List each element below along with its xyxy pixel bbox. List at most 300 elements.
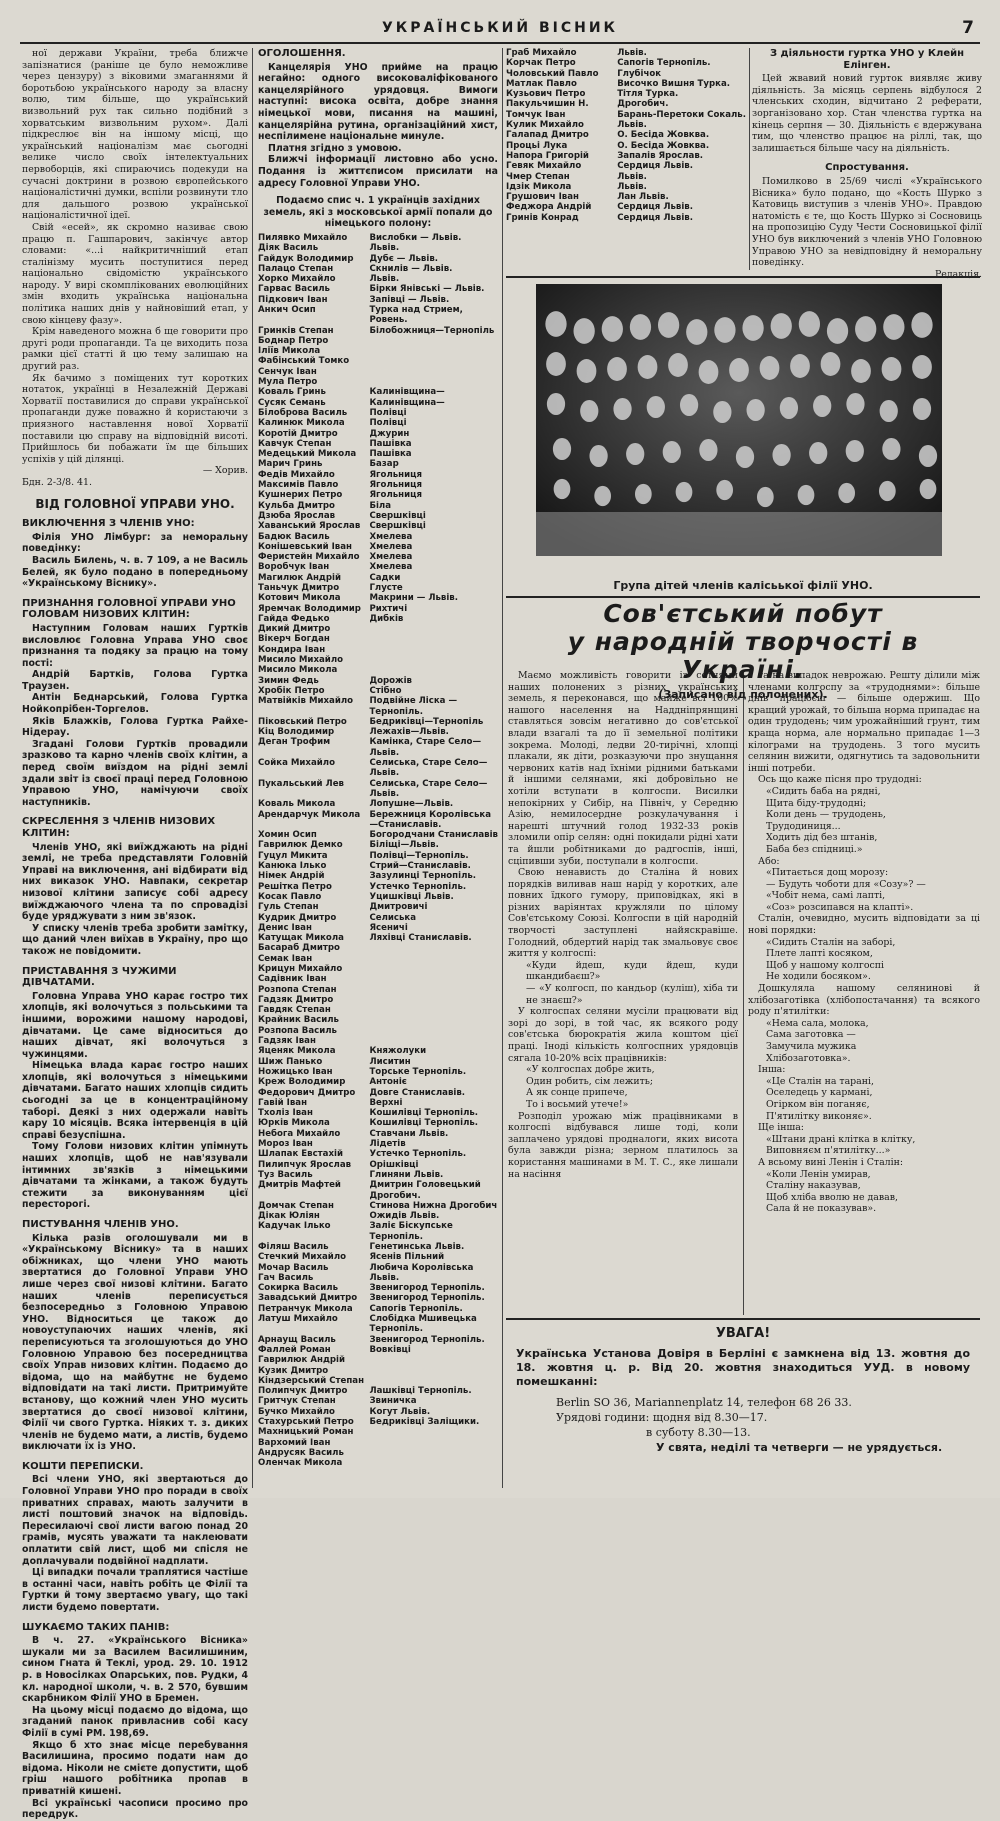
name-row <box>258 882 498 892</box>
subsection-body <box>22 842 248 958</box>
paragraph: Як бачимо з поміщених тут коротких нотаток, українці в Незалежній Державі Хорватії поставилися до справи української пропаганди дуже поважно й користаючи з приязного наставлення нової Хорватії поставили цю справу на відповідній висоті. Прийшлось би побажати їм ще більших успіхів у цій ділянці. <box>22 372 248 465</box>
home-place: Лан Львів. <box>617 192 669 203</box>
home-place: Дрогобич. <box>617 99 669 110</box>
name-row <box>258 1118 498 1128</box>
child-face <box>846 393 864 415</box>
person-name: Стахурський Петро <box>258 1417 354 1428</box>
home-place <box>369 985 498 995</box>
person-name <box>258 1324 369 1334</box>
person-name: Конішевський Іван <box>258 541 352 552</box>
person-name: Мисило Михайло <box>258 655 344 666</box>
home-place: Лиситин <box>369 1056 411 1067</box>
person-name: Філяш Василь <box>258 1242 329 1252</box>
person-name: Феристейн Михайло <box>258 552 360 563</box>
person-name: Андрусяк Василь <box>258 1447 344 1458</box>
verse-line: А як сонце припече, <box>526 1087 628 1099</box>
home-place: Сердиця Львів. <box>617 161 693 172</box>
paragraph: Розподіл урожаю між працівниками в колгоспі відбувався лише тоді, коли заплачено урядові продналоги, яких висота була завжди різна; зерном платилось за користання машинами в М. Т. С., яке лишали на насіння <box>508 1110 738 1180</box>
headline-line-1: Сов'єтський побут <box>603 599 883 628</box>
person-name: Таньчук Дмитро <box>258 583 340 593</box>
paragraph: Наступним Головам наших Гуртків висловлює Головна Управа УНО своє признання та подяку за працю на тому пості: <box>22 622 248 669</box>
person-name: Гритчук Степан <box>258 1396 336 1407</box>
verse-line: Сама заготовка — <box>766 1029 856 1041</box>
child-face <box>772 444 790 466</box>
child-face <box>827 318 848 344</box>
intro-article <box>22 48 248 465</box>
person-name: Фаллей Роман <box>258 1344 331 1355</box>
name-row <box>258 439 498 449</box>
home-place <box>369 346 498 356</box>
paragraph: Якщо б хто знає місце перебування Василишина, просимо подати нам до відома. Ніколи не смієте допустити, щоб гріш нашого робітника пропав в приватній кишені. <box>22 1739 248 1797</box>
home-place: Торське Тернопіль. <box>369 1066 467 1077</box>
person-name: Мочар Василь <box>258 1262 329 1273</box>
verse-line: Щита біду-трудодні; <box>766 797 867 809</box>
person-name: Махницький Роман <box>258 1427 354 1438</box>
home-place: Лідетів <box>369 1139 406 1150</box>
home-place: Львів. <box>369 274 400 285</box>
person-name <box>258 1232 369 1242</box>
paragraph: Антін Беднарський, Голова Гуртка Нойкопрібен-Торгелов. <box>22 692 248 716</box>
home-place: Глусте <box>369 583 403 593</box>
person-name: Хробік Петро <box>258 685 325 696</box>
person-name: Гадзяк Іван <box>258 1036 316 1047</box>
home-place: Орішківці <box>369 1159 419 1170</box>
name-row <box>258 295 498 305</box>
photo-block <box>506 276 980 598</box>
person-name: Латуш Михайло <box>258 1314 338 1325</box>
home-place: Полівці—Тернопіль. <box>369 850 469 861</box>
person-name: Пилипчук Ярослав <box>258 1159 352 1170</box>
name-row <box>258 676 498 686</box>
pow-list-intro: Подаємо спис ч. 1 українців західних земель, які з московської армії попали до німецького полону: <box>263 195 493 230</box>
column-rule <box>743 670 744 1315</box>
verse-line: — Будуть чоботи для «Созу»? — <box>766 878 926 890</box>
person-name: Дікак Юліян <box>258 1211 320 1222</box>
paragraph: Всі українські часописи просимо про передрук. <box>22 1797 248 1821</box>
verse-line: Щоб хліба вволю не давав, <box>766 1191 898 1203</box>
article-column-right <box>748 670 980 1315</box>
child-face <box>668 353 688 377</box>
home-place: Звенигород Тернопіль. <box>369 1283 485 1294</box>
verse-line: Сталіну наказував, <box>766 1180 861 1192</box>
person-name: Граб Михайло <box>506 48 577 58</box>
home-place: Бедриківці—Тернопіль <box>369 716 484 727</box>
verse-line: «У колгоспах добре жить, <box>526 1064 655 1076</box>
name-row <box>258 1293 498 1303</box>
person-name: Хорко Михайло <box>258 274 336 285</box>
person-name: Кондира Іван <box>258 644 326 655</box>
name-row <box>506 89 746 99</box>
name-row <box>258 1149 498 1159</box>
child-face <box>760 356 780 380</box>
page-number: 7 <box>962 18 974 38</box>
paragraph: Кілька разів оголошували ми в «Українському Віснику» та в наших обіжниках, що члени УНО мають звертатися до Головної Управи УНО лише через свої низові клітини. Багато наших членів переписується безпосередньо з Головною Управою УНО. Відноситься це також до новоуступаючих наших членів, які переписуються та зголошуються до УНО Головною Управою без посередництва своїх Управ низових клітин. Подаємо до відома, що на майбутнє не будемо відповідати на такі листи. Притримуйте встанову, що кожний член УНО мусить звертатися до своєї низової клітини, Філії чи свого Гуртка. Ніяких т. з. диких членів не будемо мати, а листів, будемо виключати їх із УНО. <box>22 1232 248 1453</box>
subsection-body <box>22 1474 248 1613</box>
home-place: Ягольниця <box>369 469 423 480</box>
person-name: Максимів Павло <box>258 480 339 491</box>
name-row <box>258 861 498 871</box>
name-row <box>506 172 746 182</box>
home-place: Полівці <box>369 407 407 418</box>
paragraph: Маємо можливість говорити із сотнями наших полонених з різних українських земель, я переконався, що майже всі 100% нашого населення на Наддніпрянщині ставляться зовсім негативно до сов'єтської влади взагалі та до її земельної політики зокрема. Молоді, ледви 20-тирічні, хлопці плакали, як діти, розказуючи про знущання червоних катів над їхніми рідними батьками й іншими селянами, які добровільно не хотіли вступати в колгоспи. Висилки непокірних у Сибір, на Північ, у Середню Азію, немилосердне розкулачування і нарешті штучний голод 1932-33 років зломили опір селян: одні покидали рідні хати та йшли робітниками до радгоспів, інші, сціпивши зуби, поступали в колгоспи. <box>508 670 738 867</box>
name-row <box>258 449 498 459</box>
name-row <box>258 933 498 943</box>
paragraph: та на випадок неврожаю. Решту ділили між членами колгоспу за «трудоднями»: більше днів працюєш — більше одержиш. Що кращий урожай, то більша норма припадає на один трудодень; чим урожайніший грунт, тим краща норма, але нормально припадає 1—3 кілограми на трудодень. З того мусить селянин вижити, одягнутись та задовольнити інші потреби. <box>748 670 980 774</box>
headline-subtitle: (Записано від полонених). <box>658 688 828 701</box>
person-name: Пукальський Лев <box>258 778 344 789</box>
group-photo <box>536 284 942 556</box>
person-name: Гевяк Михайло <box>506 161 582 172</box>
home-place: Ягольниця <box>369 480 423 491</box>
name-row <box>258 1036 498 1046</box>
name-row <box>258 1108 498 1118</box>
home-place <box>369 1427 498 1437</box>
home-place: —Станиславів. <box>369 819 442 830</box>
child-face <box>912 355 932 379</box>
person-name: Сокирка Василь <box>258 1283 339 1294</box>
home-place: Когут Львів. <box>369 1406 431 1417</box>
home-place: Хмелева <box>369 541 413 552</box>
person-name: Анкич Осип <box>258 304 316 315</box>
child-face <box>911 312 932 338</box>
home-place <box>369 336 498 346</box>
home-place: Бірки Янівські — Львів. <box>369 284 485 295</box>
person-name: Воробчук Іван <box>258 562 330 573</box>
name-row <box>258 748 498 758</box>
paragraph: Головна Управа УНО карає гостро тих хлопців, які волочуться з польськими та іншими, ворожими нашому народові, дівчатами. Це саме відноситься до наших дівчат, які волочуться з чужинцями. <box>22 990 248 1060</box>
person-name: Кавчук Степан <box>258 438 332 449</box>
verse-line: «Сидить баба на рядні, <box>766 785 881 797</box>
name-row <box>258 1211 498 1221</box>
child-face <box>780 397 798 419</box>
home-place: Садки <box>369 572 401 583</box>
name-row <box>258 655 498 665</box>
home-place: Слобідка Мшивецька <box>369 1314 477 1325</box>
club-news-title: З діяльности гуртка УНО у Клейн Елінген. <box>769 48 965 71</box>
home-place: Пашівка <box>369 438 412 449</box>
home-place: Тернопіль. <box>369 1231 423 1242</box>
person-name: Піковський Петро <box>258 716 347 727</box>
name-row <box>258 604 498 614</box>
person-name: Коваль Гринь <box>258 387 326 398</box>
name-row <box>258 521 498 531</box>
subsection-title: ПРИСТАВАННЯ З ЧУЖИМИ ДІВЧАТАМИ. <box>22 965 177 989</box>
child-face <box>882 357 902 381</box>
person-name: Дзюба Ярослав <box>258 510 336 521</box>
name-row <box>258 315 498 325</box>
column-1 <box>22 48 248 1821</box>
name-row <box>258 686 498 696</box>
home-place: Селиська <box>369 912 417 923</box>
paragraph: На цьому місці подаємо до відома, що згаданий панок привласнив собі касу Філії в сумі РМ. 198,69. <box>22 1704 248 1739</box>
home-place <box>369 655 498 665</box>
home-place: Довге Станиславів. <box>369 1087 466 1098</box>
name-row <box>258 727 498 737</box>
person-name: Туз Василь <box>258 1169 313 1180</box>
person-name <box>258 820 369 830</box>
child-face <box>913 398 931 420</box>
name-row <box>258 490 498 500</box>
child-face <box>716 480 733 500</box>
child-face <box>790 354 810 378</box>
person-name: Грушович Іван <box>506 192 579 203</box>
subsection-body <box>22 532 248 590</box>
person-name: Деган Трофим <box>258 737 331 748</box>
home-place <box>369 665 498 675</box>
person-name: Полипчук Дмитро <box>258 1386 348 1397</box>
name-row <box>506 110 746 120</box>
person-name: Гадзяк Дмитро <box>258 994 334 1005</box>
child-face <box>699 439 717 461</box>
home-place: Дмитрин Головецький <box>369 1180 481 1191</box>
person-name: Палацо Степан <box>258 263 334 274</box>
child-face <box>547 393 565 415</box>
name-row <box>506 120 746 130</box>
person-name: Небога Михайло <box>258 1128 341 1139</box>
home-place: Ляхівці Станиславів. <box>369 933 472 944</box>
subsection-title: ПИСТУВАННЯ ЧЛЕНІВ УНО. <box>22 1219 179 1230</box>
column-rule <box>252 48 253 1488</box>
home-place: Львів. <box>617 181 647 192</box>
home-place: Стібно <box>369 685 402 696</box>
paragraph: Згадані Голови Гуртків провадили зразково та карно членів своїх клітин, а перед своїм виїздом на рідні землі здали звіт із своєї праці перед Головною Управою УНО, намічуючи своїх наступників. <box>22 738 248 808</box>
person-name: Розпопа Василь <box>258 1025 337 1036</box>
person-name: Калинюк Микола <box>258 418 345 429</box>
person-name: Медецький Микола <box>258 449 357 460</box>
verse-line: Виповняєм п'ятилітку...» <box>766 1145 891 1157</box>
name-row <box>258 954 498 964</box>
name-row <box>258 665 498 675</box>
home-place: Турка над Стрием, <box>369 304 463 315</box>
subsection-body <box>22 1635 248 1821</box>
name-row <box>258 1345 498 1355</box>
name-row <box>258 480 498 490</box>
person-name: Фабінський Томко <box>258 356 350 367</box>
verse-line: «Куди йдеш, куди йдеш, куди шкандибаєш?» <box>526 959 738 983</box>
headline-line-2: у народній творчості в Україні. <box>567 627 919 684</box>
child-face <box>647 396 665 418</box>
person-name: Яремчак Володимир <box>258 603 361 614</box>
paragraph: У списку членів треба зробити замітку, що даний член виїхав в Україну, про що також не повідомити. <box>22 922 248 957</box>
person-name: Коваль Микола <box>258 799 336 810</box>
pow-list <box>258 233 498 1469</box>
person-name: Чоловський Павло <box>506 68 599 79</box>
name-row <box>258 1376 498 1386</box>
name-row <box>258 768 498 778</box>
name-row <box>258 871 498 881</box>
verse-line: «Це Сталін на тарані, <box>766 1075 874 1087</box>
verse-line: «Чобіт нема, самі лапті, <box>766 890 886 902</box>
child-face <box>638 355 658 379</box>
person-name: Денис Іван <box>258 922 312 933</box>
child-face <box>607 357 627 381</box>
home-place: Антоніє <box>369 1077 407 1088</box>
child-face <box>799 311 820 337</box>
name-row <box>258 913 498 923</box>
child-face <box>880 400 898 422</box>
correction-title: Спростування. <box>825 162 909 174</box>
verse-line: «Нема сала, молока, <box>766 1017 869 1029</box>
person-name: Кіндзерський Степан <box>258 1375 365 1386</box>
home-place: Глиняни Львів. <box>369 1169 444 1180</box>
person-name: Іліїв Микола <box>258 346 321 357</box>
person-name: Мороз Іван <box>258 1139 313 1150</box>
name-row <box>258 717 498 727</box>
name-row <box>258 943 498 953</box>
home-place: Селиська, Старе Село— <box>369 778 488 789</box>
name-row <box>258 1191 498 1201</box>
name-row <box>506 99 746 109</box>
name-row <box>258 1283 498 1293</box>
verse-line: Один робить, сім лежить; <box>526 1075 654 1087</box>
child-face <box>626 443 644 465</box>
person-name: Кулик Михайло <box>506 120 584 131</box>
home-place: Кошилівці Тернопіль. <box>369 1108 479 1119</box>
name-row <box>258 1046 498 1056</box>
child-face <box>602 316 623 342</box>
home-place: Устечко Тернопіль. <box>369 1149 467 1160</box>
verse-line: «Соз» розсипався на клапті». <box>766 901 914 913</box>
home-place: Макрини — Львів. <box>369 593 458 604</box>
name-row <box>258 1355 498 1365</box>
name-row <box>258 346 498 356</box>
person-name: Семак Іван <box>258 953 313 964</box>
name-row <box>258 624 498 634</box>
home-place: Сапогів Тернопіль. <box>369 1303 463 1314</box>
person-name: Сойка Михайло <box>258 758 335 769</box>
notice-address <box>506 1395 980 1455</box>
person-name <box>258 315 369 325</box>
verse-line: — «У колгосп, по кандьор (куліш), хіба ти не знаєш?» <box>526 983 738 1006</box>
notice-body: Українська Установа Довіря в Берліні є замкнена від 13. жовтня до 18. жовтня ц. р. Від 20. жовтня знаходиться УУД. в новому помешканні: <box>516 1347 970 1388</box>
home-place: Глубічок <box>617 68 662 79</box>
person-name: Вікерч Богдан <box>258 634 330 645</box>
child-face <box>574 318 595 344</box>
name-row <box>258 377 498 387</box>
home-place: Львів. <box>617 48 647 58</box>
name-row <box>258 1057 498 1067</box>
intro-signature: — Хорив. <box>202 465 248 477</box>
verse-line: «Питається дощ морозу: <box>766 867 889 879</box>
child-face <box>736 446 754 468</box>
paragraph: А всьому вині Ленін і Сталін: <box>758 1156 904 1168</box>
child-face <box>545 311 566 337</box>
name-row <box>506 48 746 58</box>
child-face <box>589 445 607 467</box>
child-face <box>714 317 735 343</box>
person-name: Німек Андрій <box>258 871 325 882</box>
name-row <box>506 151 746 161</box>
person-name: Вархомий Іван <box>258 1437 331 1448</box>
name-row <box>258 840 498 850</box>
child-face <box>663 441 681 463</box>
verse-line: Трудодиниця... <box>766 820 841 832</box>
name-row <box>258 892 498 902</box>
person-name: Магилюк Андрій <box>258 572 341 583</box>
name-row <box>258 1304 498 1314</box>
name-row <box>258 1160 498 1170</box>
subsection-title: ШУКАЄМО ТАКИХ ПАНІВ: <box>22 1621 170 1633</box>
person-name: Тхоліз Іван <box>258 1108 313 1119</box>
home-place <box>369 964 498 974</box>
person-name: Хомин Осип <box>258 830 317 841</box>
person-name: Гайда Федько <box>258 613 330 624</box>
home-place <box>369 1366 498 1376</box>
subsection-title: ВИКЛЮЧЕННЯ З ЧЛЕНІВ УНО: <box>22 518 195 530</box>
name-row <box>258 985 498 995</box>
person-name: Котович Микола <box>258 593 341 604</box>
child-face <box>813 395 831 417</box>
name-row <box>258 326 498 336</box>
name-row <box>258 614 498 624</box>
person-name: Федорович Дмитро <box>258 1087 356 1098</box>
child-face <box>546 352 566 376</box>
name-row <box>258 1396 498 1406</box>
home-place: Львів. <box>369 1272 400 1283</box>
person-name: Косак Павло <box>258 891 322 902</box>
person-name: Чмер Степан <box>506 171 570 182</box>
child-face <box>882 438 900 460</box>
verse-line: «Штани драні клітка в клітку, <box>766 1133 916 1145</box>
home-place <box>369 1026 498 1036</box>
name-row <box>258 1273 498 1283</box>
person-name: Крайник Василь <box>258 1015 339 1026</box>
paragraph: Ще інша: <box>758 1122 804 1134</box>
column-2 <box>258 48 498 1488</box>
child-face <box>920 479 937 499</box>
paragraph: Андрій Бартків, Голова Гуртка Траузен. <box>22 669 248 692</box>
child-face <box>729 358 749 382</box>
subsection-title: СКРЕСЛЕННЯ З ЧЛЕНІВ НИЗОВИХ КЛІТИН: <box>22 816 216 839</box>
name-row <box>258 367 498 377</box>
person-name: Феджора Андрій <box>506 202 592 213</box>
verse-line: Не ходили босяком». <box>766 971 871 983</box>
home-place: Ясеничі <box>369 922 408 933</box>
name-row <box>258 1427 498 1437</box>
home-place: Хмелева <box>369 562 413 573</box>
home-place: Устечко Тернопіль. <box>369 881 467 892</box>
home-place: Хмелева <box>369 531 413 542</box>
child-face <box>680 394 698 416</box>
home-place <box>369 377 498 387</box>
notice-box <box>506 1318 980 1490</box>
name-row <box>258 830 498 840</box>
name-row <box>258 1180 498 1190</box>
child-face <box>577 359 597 383</box>
name-row <box>258 408 498 418</box>
home-place: Зазулинці Тернопіль. <box>369 871 477 882</box>
home-place <box>369 954 498 964</box>
home-place <box>369 1448 498 1458</box>
home-place: Селиська, Старе Село— <box>369 758 488 769</box>
home-place: Сердиця Львів. <box>617 202 693 213</box>
name-row <box>258 429 498 439</box>
name-row <box>258 1417 498 1427</box>
name-row <box>258 305 498 315</box>
child-face <box>879 481 896 501</box>
child-face <box>742 315 763 341</box>
child-face <box>686 319 707 345</box>
child-face <box>757 487 774 507</box>
person-name: Хаванський Ярослав <box>258 521 361 532</box>
name-row <box>258 398 498 408</box>
verse-line: Замучила мужика <box>766 1041 857 1052</box>
home-place: Стрий—Станиславів. <box>369 861 471 872</box>
home-place <box>369 1036 498 1046</box>
verse-line: То і восьмий утече!» <box>526 1098 629 1110</box>
home-place <box>369 634 498 644</box>
person-name: Арнаущ Василь <box>258 1334 336 1345</box>
